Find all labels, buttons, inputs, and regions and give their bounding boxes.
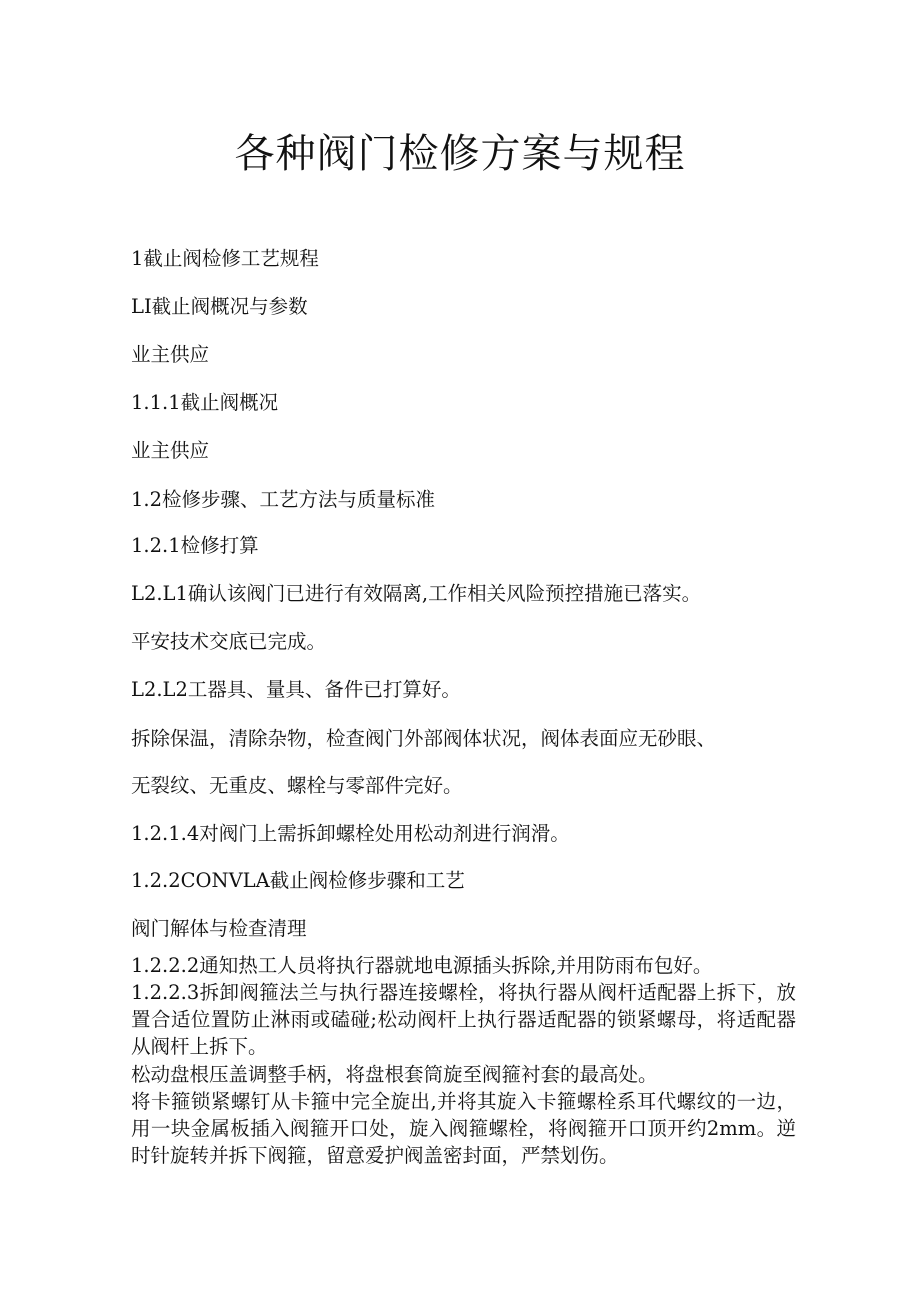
paragraph-remove-power-plug: 1.2.2.2通知热工人员将执行器就地电源插头拆除,并用防雨布包好。 xyxy=(131,954,713,977)
paragraph-no-cracks: 无裂纹、无重皮、螺栓与零部件完好。 xyxy=(131,774,463,797)
paragraph-loosen-packing: 松动盘根压盖调整手柄，将盘根套筒旋至阀箍衬套的最高处。 xyxy=(131,1063,658,1086)
paragraph-remove-insulation: 拆除保温，清除杂物，检查阀门外部阀体状况，阀体表面应无砂眼、 xyxy=(131,727,717,750)
paragraph-remove-clamp: 将卡箍锁紧螺钉从卡箍中完全旋出,并将其旋入卡箍螺栓系耳代螺纹的一边，用一块金属板插入阀箍开口处，旋入阀箍螺栓，将阀箍开口顶开约2mm。逆时针旋转并拆下阀箍，留意爱护阀盖密封面，严禁划伤。 xyxy=(131,1090,796,1167)
document-title: 各种阀门检修方案与规程 xyxy=(234,131,686,177)
paragraph-owner-supply-2: 业主供应 xyxy=(131,439,210,462)
paragraph-safety-briefing: 平安技术交底已完成。 xyxy=(131,630,327,653)
paragraph-lubricate-bolts: 1.2.1.4对阀门上需拆卸螺栓处用松动剂进行润滑。 xyxy=(131,822,570,845)
section-heading-1-1-1: 1.1.1截止阀概况 xyxy=(131,391,279,414)
paragraph-remove-actuator: 1.2.2.3拆卸阀箍法兰与执行器连接螺栓，将执行器从阀杆适配器上拆下，放置合适位置防止淋雨或磕碰;松动阀杆上执行器适配器的锁紧螺母，将适配器从阀杆上拆下。 xyxy=(131,981,796,1058)
section-heading-1-1: LI截止阀概况与参数 xyxy=(131,295,308,318)
section-heading-1-2: 1.2检修步骤、工艺方法与质量标准 xyxy=(131,488,436,511)
paragraph-isolation-check: L2.L1确认该阀门已进行有效隔离,工作相关风险预控措施已落实。 xyxy=(131,582,702,605)
paragraph-owner-supply: 业主供应 xyxy=(131,343,210,366)
section-heading-1-2-2: 1.2.2CONVLA截止阀检修步骤和工艺 xyxy=(131,869,465,892)
section-heading-1: 1截止阀检修工艺规程 xyxy=(131,247,319,270)
section-heading-1-2-1: 1.2.1检修打算 xyxy=(131,534,259,557)
paragraph-tools-ready: L2.L2工器具、量具、备件已打算好。 xyxy=(131,678,461,701)
paragraph-disassembly-heading: 阀门解体与检查清理 xyxy=(131,917,307,940)
